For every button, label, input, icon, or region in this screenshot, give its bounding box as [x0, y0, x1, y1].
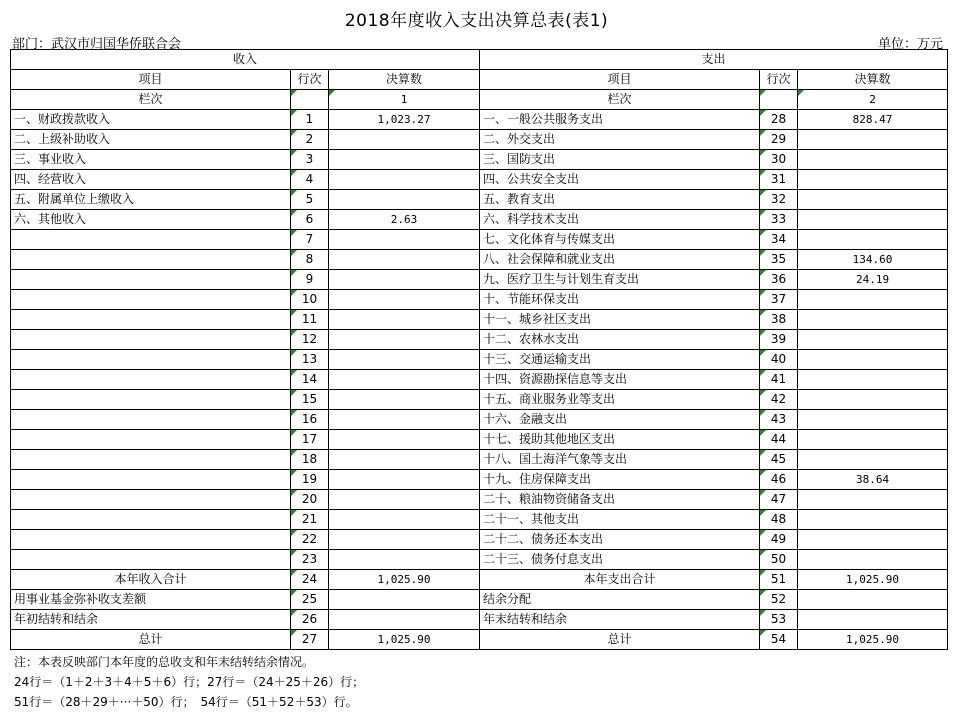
income-item: 二、上级补助收入: [11, 130, 291, 150]
table-row: [11, 410, 948, 430]
income-amount: [329, 410, 480, 430]
expense-row-number: 42: [760, 390, 798, 410]
income-item: [11, 430, 291, 450]
income-row-number: 22: [291, 530, 329, 550]
note-line: 24行＝（1＋2＋3＋4＋5＋6）行；27行＝（24＋25＋26）行；: [14, 675, 365, 689]
income-total-item: 用事业基金弥补收支差额: [11, 590, 291, 610]
expense-row-number: 34: [760, 230, 798, 250]
income-row-number: 7: [291, 230, 329, 250]
expense-item: 二十二、债务还本支出: [480, 530, 760, 550]
expense-total-amount: 1,025.90: [798, 630, 948, 650]
expense-item: 二十、粮油物资储备支出: [480, 490, 760, 510]
expense-column-number: 2: [798, 90, 948, 110]
income-row-number: 10: [291, 290, 329, 310]
income-amount-header: 决算数: [329, 70, 480, 90]
expense-amount: [798, 390, 948, 410]
expense-row-number: 48: [760, 510, 798, 530]
table-row: [11, 550, 948, 570]
note-line: 51行＝（28＋29＋···＋50）行； 54行＝（51＋52＋53）行。: [14, 695, 358, 709]
expense-item: 十九、住房保障支出: [480, 470, 760, 490]
total-row: [11, 570, 948, 590]
expense-amount: [798, 230, 948, 250]
expense-rowno-header: 行次: [760, 70, 798, 90]
income-total-amount: 1,025.90: [329, 630, 480, 650]
income-total-row-number: 26: [291, 610, 329, 630]
income-total-item: 本年收入合计: [11, 570, 291, 590]
expense-amount: [798, 450, 948, 470]
income-row-number: 18: [291, 450, 329, 470]
income-item: 六、其他收入: [11, 210, 291, 230]
expense-item: 十五、商业服务业等支出: [480, 390, 760, 410]
expense-row-number: 31: [760, 170, 798, 190]
expense-item: 一、一般公共服务支出: [480, 110, 760, 130]
income-total-item: 年初结转和结余: [11, 610, 291, 630]
table-body: [11, 50, 948, 650]
expense-row-number: 41: [760, 370, 798, 390]
expense-row-number: 43: [760, 410, 798, 430]
income-row-number: 20: [291, 490, 329, 510]
income-item: [11, 310, 291, 330]
expense-total-item: 总计: [480, 630, 760, 650]
income-amount: [329, 510, 480, 530]
income-row-number: 14: [291, 370, 329, 390]
expense-item: 六、科学技术支出: [480, 210, 760, 230]
income-item: [11, 230, 291, 250]
income-row-number: 15: [291, 390, 329, 410]
income-total-amount: [329, 590, 480, 610]
expense-item: 九、医疗卫生与计划生育支出: [480, 270, 760, 290]
income-rowno-header: 行次: [291, 70, 329, 90]
table-row: [11, 170, 948, 190]
income-item: [11, 250, 291, 270]
expense-row-number: 33: [760, 210, 798, 230]
income-item: [11, 510, 291, 530]
section-header-row: [11, 50, 948, 70]
expense-amount: [798, 510, 948, 530]
income-amount: [329, 330, 480, 350]
income-item: [11, 390, 291, 410]
income-total-row-number: 25: [291, 590, 329, 610]
expense-amount: [798, 430, 948, 450]
expense-item: 十二、农林水支出: [480, 330, 760, 350]
income-row-number: 8: [291, 250, 329, 270]
expense-amount: [798, 170, 948, 190]
expense-item: 十四、资源勘探信息等支出: [480, 370, 760, 390]
table-row: [11, 370, 948, 390]
expense-amount: 24.19: [798, 270, 948, 290]
table-row: [11, 450, 948, 470]
expense-amount: [798, 130, 948, 150]
expense-total-amount: 1,025.90: [798, 570, 948, 590]
income-amount: [329, 310, 480, 330]
income-amount: [329, 270, 480, 290]
expense-amount: 134.60: [798, 250, 948, 270]
income-column-label-rowno: [291, 90, 329, 110]
income-row-number: 17: [291, 430, 329, 450]
table-notes: [14, 652, 364, 712]
column-header-row: [11, 70, 948, 90]
table-row: [11, 430, 948, 450]
expense-amount: 828.47: [798, 110, 948, 130]
income-total-item: 总计: [11, 630, 291, 650]
income-item: [11, 350, 291, 370]
income-row-number: 23: [291, 550, 329, 570]
income-item: [11, 410, 291, 430]
income-row-number: 11: [291, 310, 329, 330]
total-row: [11, 610, 948, 630]
expense-item: 二十三、债务付息支出: [480, 550, 760, 570]
income-total-amount: [329, 610, 480, 630]
expense-amount-header: 决算数: [798, 70, 948, 90]
total-row: [11, 630, 948, 650]
expense-amount: [798, 370, 948, 390]
income-item: 五、附属单位上缴收入: [11, 190, 291, 210]
expense-row-number: 39: [760, 330, 798, 350]
table-row: [11, 350, 948, 370]
income-amount: [329, 190, 480, 210]
income-amount: [329, 170, 480, 190]
income-amount: [329, 130, 480, 150]
expense-total-row-number: 51: [760, 570, 798, 590]
department-label: 部门：武汉市归国华侨联合会: [12, 37, 182, 52]
table-row: [11, 510, 948, 530]
page-title: 2018年度收入支出决算总表(表1): [344, 11, 609, 31]
expense-column-label: 栏次: [480, 90, 760, 110]
income-row-number: 1: [291, 110, 329, 130]
expense-amount: [798, 410, 948, 430]
income-amount: [329, 290, 480, 310]
expense-row-number: 37: [760, 290, 798, 310]
income-amount: [329, 230, 480, 250]
income-amount: [329, 470, 480, 490]
expense-item: 二十一、其他支出: [480, 510, 760, 530]
note-line: 注：本表反映部门本年度的总收支和年末结转结余情况。: [14, 655, 315, 669]
income-row-number: 3: [291, 150, 329, 170]
expense-amount: [798, 150, 948, 170]
income-amount: [329, 450, 480, 470]
expense-item: 二、外交支出: [480, 130, 760, 150]
expense-item: 八、社会保障和就业支出: [480, 250, 760, 270]
income-item: [11, 550, 291, 570]
expense-row-number: 44: [760, 430, 798, 450]
income-row-number: 2: [291, 130, 329, 150]
income-item-header: 项目: [11, 70, 291, 90]
expense-row-number: 35: [760, 250, 798, 270]
expense-item: 四、公共安全支出: [480, 170, 760, 190]
expense-amount: [798, 550, 948, 570]
expense-item: 十六、金融支出: [480, 410, 760, 430]
table-row: [11, 470, 948, 490]
income-item: [11, 530, 291, 550]
income-row-number: 13: [291, 350, 329, 370]
expense-total-row-number: 52: [760, 590, 798, 610]
expense-row-number: 40: [760, 350, 798, 370]
income-item: [11, 330, 291, 350]
income-row-number: 6: [291, 210, 329, 230]
expense-item: 十一、城乡社区支出: [480, 310, 760, 330]
table-row: [11, 150, 948, 170]
expense-total-row-number: 53: [760, 610, 798, 630]
expense-total-amount: [798, 610, 948, 630]
expense-item: 十三、交通运输支出: [480, 350, 760, 370]
income-row-number: 12: [291, 330, 329, 350]
income-amount: [329, 370, 480, 390]
column-label-row: [11, 90, 948, 110]
income-row-number: 21: [291, 510, 329, 530]
expense-section-header: 支出: [480, 50, 948, 70]
income-item: [11, 490, 291, 510]
income-row-number: 9: [291, 270, 329, 290]
unit-label: 单位：万元: [877, 37, 943, 52]
expense-item: 十七、援助其他地区支出: [480, 430, 760, 450]
table-row: [11, 330, 948, 350]
table-row: [11, 110, 948, 130]
expense-amount: [798, 210, 948, 230]
income-total-amount: 1,025.90: [329, 570, 480, 590]
income-item: [11, 470, 291, 490]
income-item: 三、事业收入: [11, 150, 291, 170]
expense-row-number: 50: [760, 550, 798, 570]
expense-row-number: 32: [760, 190, 798, 210]
expense-item: 三、国防支出: [480, 150, 760, 170]
expense-column-label-rowno: [760, 90, 798, 110]
table-row: [11, 210, 948, 230]
expense-total-row-number: 54: [760, 630, 798, 650]
expense-item: 十八、国土海洋气象等支出: [480, 450, 760, 470]
table-row: [11, 130, 948, 150]
table-row: [11, 270, 948, 290]
income-amount: [329, 430, 480, 450]
income-row-number: 4: [291, 170, 329, 190]
expense-item: 五、教育支出: [480, 190, 760, 210]
income-total-row-number: 27: [291, 630, 329, 650]
income-item: [11, 290, 291, 310]
expense-total-item: 结余分配: [480, 590, 760, 610]
expense-amount: [798, 530, 948, 550]
expense-row-number: 29: [760, 130, 798, 150]
table-row: [11, 390, 948, 410]
expense-row-number: 46: [760, 470, 798, 490]
income-item: 一、财政拨款收入: [11, 110, 291, 130]
expense-item: 七、文化体育与传媒支出: [480, 230, 760, 250]
expense-item-header: 项目: [480, 70, 760, 90]
income-amount: [329, 550, 480, 570]
income-column-label: 栏次: [11, 90, 291, 110]
income-item: [11, 270, 291, 290]
income-row-number: 19: [291, 470, 329, 490]
table-row: [11, 250, 948, 270]
income-amount: 1,023.27: [329, 110, 480, 130]
income-amount: [329, 250, 480, 270]
income-amount: [329, 390, 480, 410]
expense-row-number: 38: [760, 310, 798, 330]
income-item: [11, 450, 291, 470]
table-row: [11, 310, 948, 330]
income-item: [11, 370, 291, 390]
budget-table: [10, 49, 948, 650]
expense-item: 十、节能环保支出: [480, 290, 760, 310]
income-total-row-number: 24: [291, 570, 329, 590]
income-section-header: 收入: [11, 50, 480, 70]
table-row: [11, 190, 948, 210]
income-amount: [329, 530, 480, 550]
expense-amount: 38.64: [798, 470, 948, 490]
expense-total-item: 本年支出合计: [480, 570, 760, 590]
income-row-number: 16: [291, 410, 329, 430]
table-row: [11, 530, 948, 550]
expense-row-number: 28: [760, 110, 798, 130]
expense-amount: [798, 190, 948, 210]
income-amount: [329, 150, 480, 170]
income-row-number: 5: [291, 190, 329, 210]
income-column-number: 1: [329, 90, 480, 110]
income-amount: [329, 350, 480, 370]
expense-total-amount: [798, 590, 948, 610]
expense-row-number: 36: [760, 270, 798, 290]
expense-amount: [798, 490, 948, 510]
expense-row-number: 45: [760, 450, 798, 470]
total-row: [11, 590, 948, 610]
expense-row-number: 30: [760, 150, 798, 170]
expense-row-number: 47: [760, 490, 798, 510]
income-item: 四、经营收入: [11, 170, 291, 190]
income-amount: [329, 490, 480, 510]
table-row: [11, 490, 948, 510]
expense-row-number: 49: [760, 530, 798, 550]
table-row: [11, 230, 948, 250]
expense-amount: [798, 330, 948, 350]
expense-amount: [798, 290, 948, 310]
expense-amount: [798, 310, 948, 330]
expense-amount: [798, 350, 948, 370]
income-amount: 2.63: [329, 210, 480, 230]
expense-total-item: 年末结转和结余: [480, 610, 760, 630]
table-row: [11, 290, 948, 310]
